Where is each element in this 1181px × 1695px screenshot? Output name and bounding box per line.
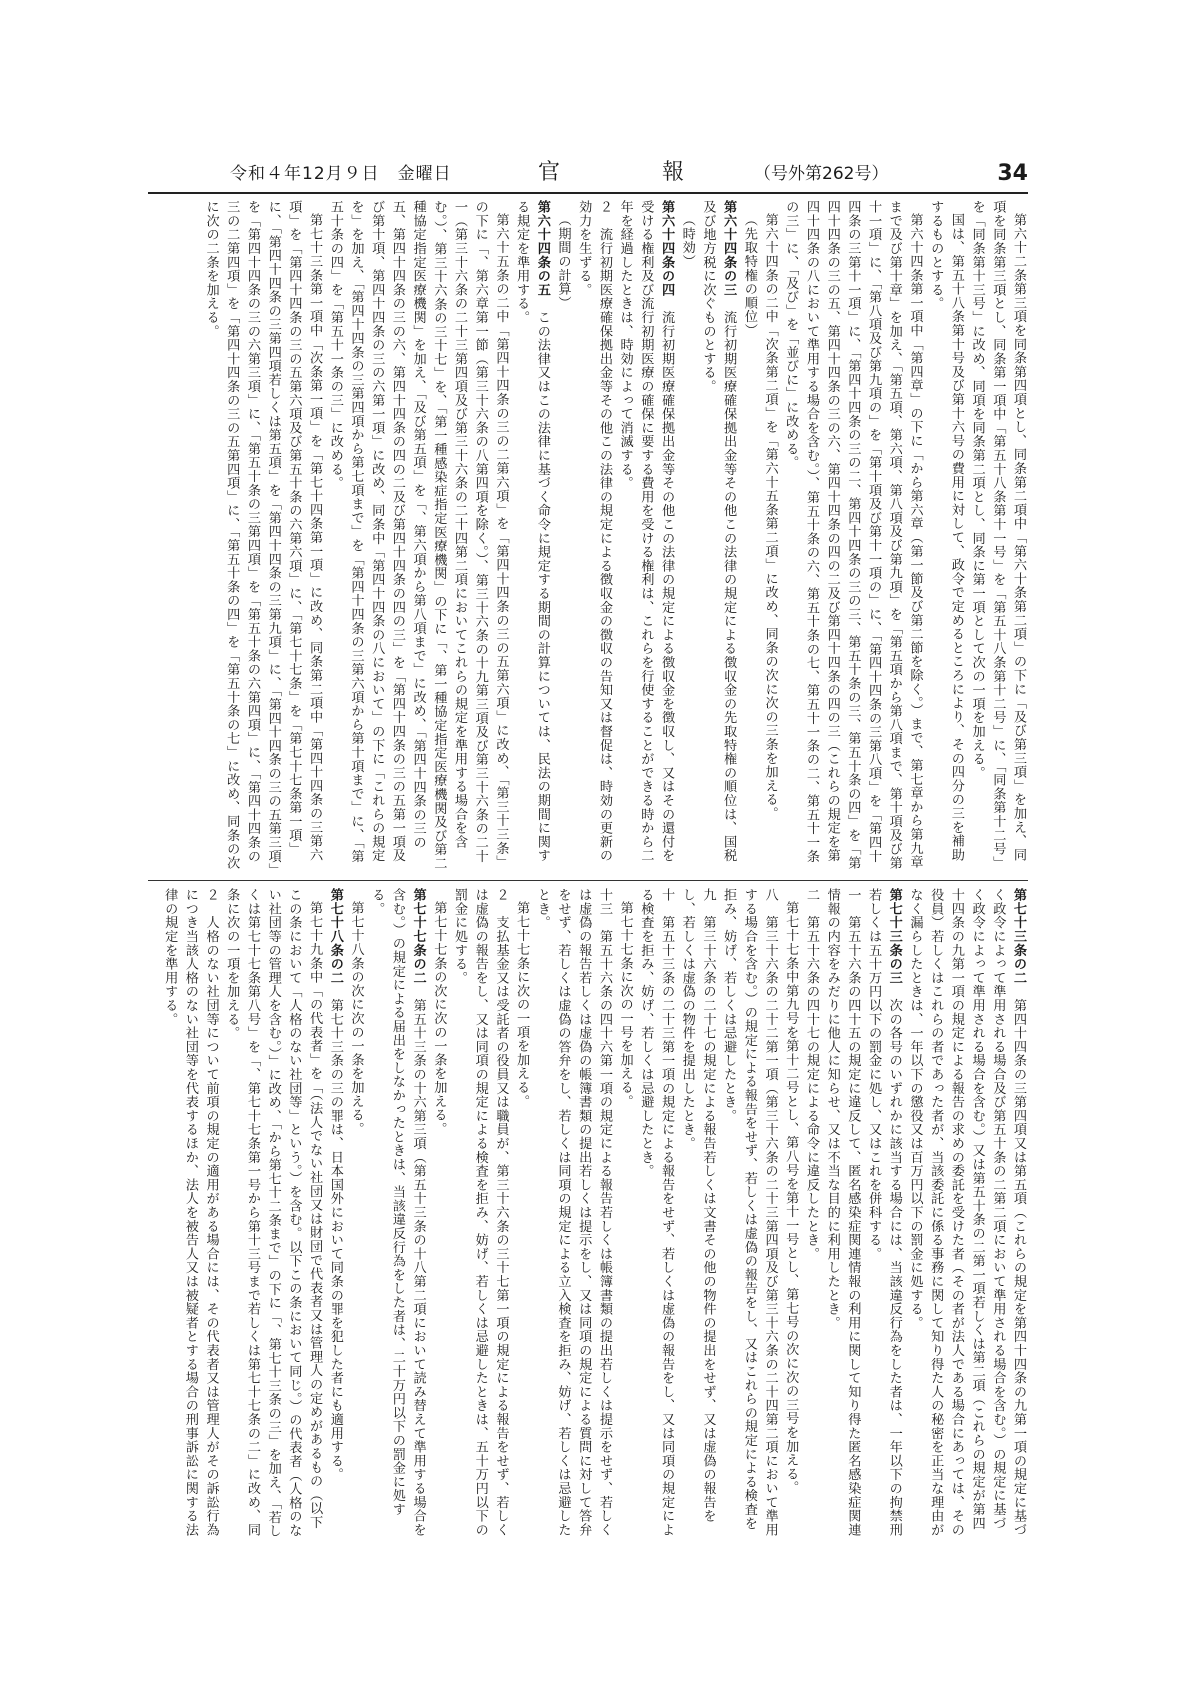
article-caption: （時効） <box>679 213 695 269</box>
article-text: 第七十三条の三の罪は、日本国外において同条の罪を犯した者にも適用する。 <box>327 984 343 1482</box>
article-paragraph <box>510 200 551 872</box>
amendment-paragraph: 第七十八条の次に次の一条を加える。 <box>348 901 364 1136</box>
amendment-paragraph: 第六十四条の二中「次条第二項」を「第六十五条第二項」に改め、同条の次に次の三条を加える。 <box>762 213 778 821</box>
amendment-paragraph: 第七十七条中第九号を第十二号とし、第八号を第十一号とし、第七号の次に次の三号を加える。 <box>783 901 799 1495</box>
sub-item-paragraph: 八 第三十六条の二十二第一項（第三十六条の二十三第四項及び第三十六条の二十四第二項において準用する場合を含む。）の規定による報告をせず、若しくは虚偽の報告をし、又はこれらの規定による検査を拒み、妨げ、若しくは忌避したとき。 <box>721 888 778 1537</box>
amendment-paragraph: 第七十七条の次に次の一条を加える。 <box>431 901 447 1136</box>
article-text: 第四十四条の三第四項又は第五項（これらの規定を第四十四条の九第一項の規定に基づく政令によって準用される場合及び第五十条の二第二項において準用される場合を含む。）の規定に基づく政令によって準用される場合を含む。）又は第五十条の二第一項若しくは第二項（これらの規定が第四十四条の九第一項の規定による報告の求めの委託を受けた者（その者が法人である場合にあっては、その役員）若しくはこれらの者であった者が、当該委託に係る事務に関して知り得た人の秘密を正当な理由がなく漏らしたときは、一年以下の懲役又は百万円以下の罰金に処する。 <box>907 888 1026 1537</box>
article-paragraph <box>324 888 345 1540</box>
amendment-paragraph: 第七十九条中「の代表者」を「（法人でない社団又は財団で代表者又は管理人の定めがあるもの（以下この条において「人格のない社団等」という。）を含む。以下この条において同じ。）の代表者（人格のない社団等の管理人を含む。）」に改め、「から第七十二条まで」の下に「、第七十三条の三」を加え、「若しくは第七十七条第八号」を「、第七十七条第一号から第十三号まで若しくは第七十七条の二」に改め、同条に次の一項を加える。 <box>224 888 323 1538</box>
amendment-paragraph: 第六十二条第三項を同条第四項とし、同条第二項中「第六十条第二項」の下に「及び第三項」を加え、同項を同条第三項とし、同条第一項中「第五十八条第十一号」を「第五十八条第十二号」に、「同条第十二号」を「同条第十三号」に改め、同項を同条第二項とし、同条に第一項として次の一項を加える。 <box>969 200 1026 870</box>
sub-item-paragraph: 一 第五十六条の四十五の規定に違反して、匿名感染症関連情報の利用に関して知り得た匿名感染症関連情報の内容をみだりに他人に知らせ、又は不当な目的に利用したとき。 <box>824 888 861 1537</box>
amendment-paragraph: 第六十四条第一項中「第四章」の下に「から第六章（第一節及び第二節を除く。）まで、第七章から第九章まで及び第十章」を加え、「第五項、第六項、第八項及び第九項」を「第五項から第八項まで、第十項及び第十一項」に、「第八項及び第九項の」を「第十項及び第十一項の」に、「第四十四条の三第八項」を「第四十四条の三第十一項」に、「第四十四条の三の二、第四十四条の三の三、第五十条の三、第五十条の四」を「第四十四条の三の五、第四十四条の三の六、第四十四条の四の二及び第四十四条の四の三（これらの規定を第四十四条の八において準用する場合を含む。）、第五十条の六、第五十条の七、第五十一条の二、第五十一条の三」に、「及び」を「並びに」に改める。 <box>783 200 923 870</box>
amendment-paragraph: 第七十七条に次の一号を加える。 <box>617 901 633 1109</box>
amendment-paragraph: 第六十五条の二中「第四十四条の三の二第六項」を「第四十四条の三の五第六項」に改め、「第三十三条」の下に「、第六章第一節（第三十六条の八第四項を除く。）、第三十六条の十九第三項及び第三十六条の二十一（第三十六条の二十三第四項及び第三十六条の二十四第二項においてこれらの規定を準用する場合を含む。）、第三十六条の三十七」を、「第一種感染症指定医療機関」の下に「、第一種協定指定医療機関及び第二種協定指定医療機関」を加え、「及び第五項」を「、第六項から第八項まで」に改め、「第四十四条の三の五、第四十四条の三の六、第四十四条の四の二及び第四十四条の四の三」を「第四十四条の三の五第一項及び第十項、第四十四条の三の六第一項」に改め、同条中「第四十四条の八において」の下に「これらの規定を」を加え、「第四十四条の三第四項から第七項まで」を「第四十四条の三第六項から第十項まで」に、「第五十条の四」を「第五十一条の三」に改める。 <box>327 200 509 871</box>
sub-item-paragraph: ２ 人格のない社団等について前項の規定の適用がある場合には、その代表者又は管理人がその訴訟行為につき当該人格のない社団等を代表するほか、法人を被告人又は被疑者とする場合の刑事訴訟に関する法律の規定を準用する。 <box>162 888 219 1537</box>
article-label: 第七十三条の二 <box>1011 888 1026 985</box>
lower-text-block <box>148 888 1028 1540</box>
article-paragraph <box>366 888 428 1540</box>
article-label: 第七十八条の二 <box>327 888 343 985</box>
amendment-paragraph: 国は、第五十八条第十号及び第十六号の費用に対して、政令で定めるところにより、その四分の三を補助するものとする。 <box>928 200 964 862</box>
issue-number: （号外第262号） <box>754 164 889 184</box>
issue-date: 令和４年12月９日 金曜日 <box>230 164 452 184</box>
article-paragraph <box>904 888 1028 1540</box>
article-text: 次の各号のいずれかに該当する場合には、当該違反行為をした者は、一年以下の拘禁刑若しくは五十万円以下の罰金に処し、又はこれを併科する。 <box>866 888 902 1537</box>
article-label: 第七十三条の三 <box>886 888 902 985</box>
article-paragraph <box>862 888 903 1540</box>
sub-item-paragraph: 十 第五十三条の二十三第一項の規定による報告をせず、若しくは虚偽の報告をし、又は同項の規定による検査を拒み、妨げ、若しくは忌避したとき。 <box>638 888 675 1537</box>
article-text: 流行初期医療確保拠出金等その他この法律の規定による徴収金を徴収し、又はその還付を受ける権利及び流行初期医療の確保に要する費用を受ける権利は、これらを行使することができる時から二年を経過したときは、時効によって消滅する。 <box>617 200 675 863</box>
gazette-title: 官 報 <box>538 160 725 185</box>
article-caption: （期間の計算） <box>555 213 571 310</box>
article-label: 第七十七条の二 <box>410 888 426 985</box>
amendment-paragraph: 第七十七条に次の一項を加える。 <box>514 901 530 1109</box>
article-label: 第六十四条の三 <box>721 200 737 297</box>
sub-item-paragraph: ２ 流行初期医療確保拠出金等その他この法律の規定による徴収金の徴収の告知又は督促は、時効の更新の効力を生ずる。 <box>576 200 612 863</box>
article-label: 第六十四条の四 <box>659 200 675 297</box>
article-paragraph <box>614 200 676 872</box>
page-number: 34 <box>997 161 1028 186</box>
article-text: 第五十三条の十六第三項（第五十三条の十八第二項において読み替えて準用する場合を含む。）の規定による届出をしなかったときは、当該違反行為をした者は、二十万円以下の罰金に処する。 <box>369 888 426 1537</box>
gazette-page <box>148 150 1028 1550</box>
sub-item-paragraph: 九 第三十六条の二十七の規定による報告若しくは文書その他の物件の提出をせず、又は虚偽の報告をし、若しくは虚偽の物件を提出したとき。 <box>679 888 716 1523</box>
article-caption: （先取特権の順位） <box>741 213 757 338</box>
article-paragraph <box>697 200 738 872</box>
sub-item-paragraph: 十三 第五十六条の四十六第一項の規定による報告若しくは帳簿書類の提出若しくは提示をせず、若しくは虚偽の報告若しくは虚偽の帳簿書類の提出若しくは提示をし、又は同項の規定による質問に対して答弁をせず、若しくは虚偽の答弁をし、若しくは同項の規定による立入検査を拒み、妨げ、若しくは忌避したとき。 <box>534 888 612 1537</box>
section-divider <box>148 880 1028 881</box>
article-text: この法律又はこの法律に基づく命令に規定する期間の計算については、民法の期間に関する規定を準用する。 <box>514 200 550 863</box>
sub-item-paragraph: ２ 支払基金又は受託者の役員又は職員が、第三十六条の三十七第一項の規定による報告をせず、若しくは虚偽の報告をし、又は同項の規定による検査を拒み、妨げ、若しくは忌避したときは、五十万円以下の罰金に処する。 <box>452 888 509 1537</box>
upper-text-block <box>148 200 1028 872</box>
page-header <box>148 150 1028 192</box>
sub-item-paragraph: 二 第五十六条の四十七の規定による命令に違反したとき。 <box>803 888 819 1261</box>
amendment-paragraph: 第七十三条第一項中「次条第一項」を「第七十四条第一項」に改め、同条第二項中「第四十四条の三第六項」を「第四十四条の三の五第六項及び第五十条の六第六項」に、「第七十七条」を「第七十七条第一項」に、「第四十四条の三第四項若しくは第五項」を「第四十四条の三第九項」に、「第四十四条の三の五第三項」を「第四十四条の三の六第三項」に、「第五十条の三第四項」を「第五十条の六第四項」に、「第四十四条の三の二第四項」を「第四十四条の三の五第四項」に、「第五十条の四」を「第五十条の七」に改め、同条の次に次の二条を加える。 <box>203 200 323 871</box>
article-text: 流行初期医療確保拠出金等その他この法律の規定による徴収金の先取特権の順位は、国税及び地方税に次ぐものとする。 <box>700 200 737 863</box>
article-label: 第六十四条の五 <box>534 200 550 297</box>
header-rule <box>148 192 1028 194</box>
